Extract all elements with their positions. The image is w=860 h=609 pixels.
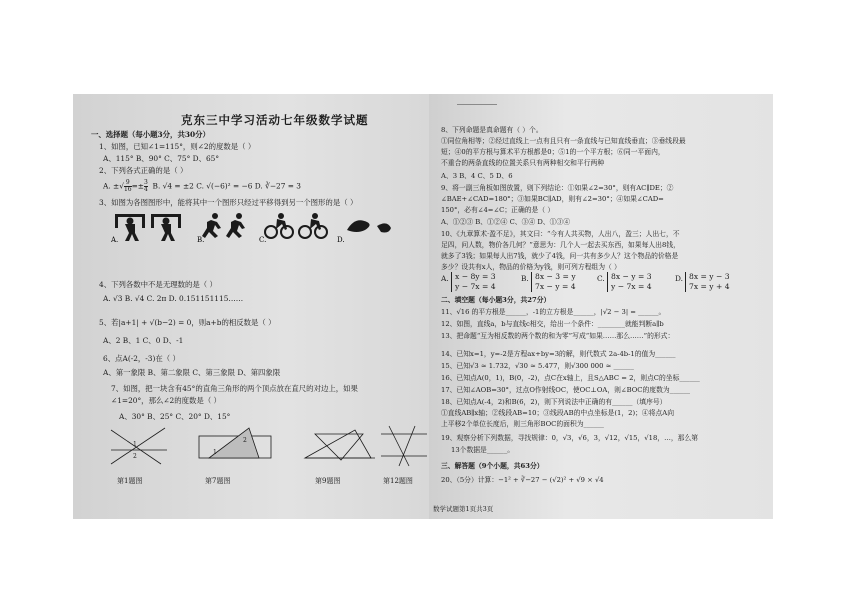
- q3-text: 3、如图为各图图形中，能将其中一个图形只经过平移得到另一个图形的是（ ）: [99, 198, 358, 207]
- q6-text: 6、点A(-2，-3)在（ ）: [103, 354, 180, 363]
- q5-text: 5、若|a+1| + √(b−2) = 0，则a+b的相反数是（ ）: [99, 318, 276, 327]
- q10-a-eq1: x − 8y = 3: [455, 272, 496, 281]
- q10-system-b: [531, 272, 576, 292]
- q5-options: A、2 B、1 C、0 D、-1: [103, 336, 184, 345]
- q7-text-1: 7、如图，把一块含有45°的直角三角形的两个顶点放在直尺的对边上，如果: [111, 384, 358, 393]
- q18-line-2: ①直线AB∥x轴；②线段AB=10；③线段AB的中点坐标是(1，2)；④将点A向: [441, 409, 675, 417]
- q20-text: 20、（5分）计算：−1² + ∛−27 − (√2)² + √9 × √4: [441, 476, 604, 484]
- q10-opt-a: A.: [441, 274, 449, 283]
- q2-a-prefix: A. ±: [103, 181, 120, 191]
- q10-line-2: 足四，问人数，物价各几何？”意思为：几个人一起去买东西，如果每人出8钱，: [441, 241, 680, 249]
- q10-system-a: [451, 272, 496, 292]
- q14-text: 14、已知x=1，y=-2是方程ax+by=3的解，则代数式 2a-4b-1的值为______: [441, 350, 676, 358]
- fig7-mark-1: 1: [213, 449, 217, 456]
- q3-opt-a: A.: [111, 236, 119, 244]
- q8-line-3: 不重合的两条直线的位置关系只有两种相交和平行两种: [441, 159, 605, 167]
- q2-a-rnum: 3: [143, 179, 148, 186]
- q16-text: 16、已知点A(0，1)，B(0，-2)，点C在x轴上，且S△ABC = 2，则点C的坐标______: [441, 374, 700, 382]
- q2-a-rden: 4: [143, 186, 148, 193]
- q19-line-2: 13个数据是______。: [451, 446, 515, 454]
- q18-line-3: 上平移2个单位长度后，则三角形BOC的面积为______: [441, 420, 604, 428]
- q2-rest: B. √4 = ±2 C. √(−6)² = −6 D. ∛−27 = 3: [152, 181, 302, 191]
- q10-line-4: 多少？设共有x人，物品的价格为y钱，则可列方程组为（ ）: [441, 263, 621, 271]
- q4-text: 4、下列各数中不是无理数的是（ ）: [99, 280, 217, 289]
- top-rule: [457, 104, 497, 105]
- q10-d-eq2: 7x = y + 4: [689, 282, 730, 291]
- q9-line-3: 150°，必有∠4=∠C；正确的是（ ）: [441, 206, 555, 214]
- q10-opt-c: C.: [597, 274, 605, 283]
- q10-system-d: [685, 272, 730, 292]
- q1-options: A、115° B、90° C、75° D、65°: [103, 154, 220, 163]
- q2-text: 2、下列各式正确的是（ ）: [99, 166, 188, 175]
- q9-line-1: 9、将一副三角板如图放置，则下列结论：①如果∠2=30°，则有AC∥DE；②: [441, 184, 674, 192]
- q10-c-eq1: 8x − y = 3: [611, 272, 652, 281]
- q9-options: A、①②③ B、①②④ C、③④ D、①③④: [441, 218, 570, 226]
- fig-label-12: 第12题图: [383, 477, 413, 485]
- figure-row: [109, 424, 429, 478]
- left-page: [73, 94, 429, 519]
- q10-line-1: 10、《九章算术·盈不足》，其文曰：“今有人共买物，人出八，盈三；人出七，不: [441, 230, 680, 238]
- q17-text: 17、已知∠AOB=30°，过点O作射线OC，使OC⊥OA，则∠BOC的度数为______: [441, 386, 691, 394]
- q7-text-2: ∠1=20°，那么∠2的度数是（ ）: [111, 396, 221, 405]
- q10-opt-d: D.: [675, 274, 684, 283]
- q2-a-rhs: =±: [131, 181, 144, 191]
- fig-label-7: 第7题图: [205, 477, 231, 485]
- section-fill: 二、填空题（每小题3分，共27分）: [441, 296, 551, 304]
- section-choice: 一、选择题（每小题3分，共30分）: [91, 130, 210, 139]
- q7-options: A、30° B、25° C、20° D、15°: [119, 412, 231, 421]
- q2-a-frac: [124, 180, 132, 193]
- figure-9: [305, 430, 375, 460]
- exam-sheet: [73, 94, 773, 519]
- fig1-mark-1: 1: [133, 441, 137, 448]
- q2-a-rfrac: [144, 180, 148, 193]
- fig7-mark-2: 2: [243, 437, 247, 444]
- q4-options: A. √3 B. √4 C. 2π D. 0.151151115……: [103, 294, 244, 303]
- q8-options: A、3 B、4 C、5 D、6: [441, 172, 513, 180]
- q2-options: A. ±√ $\frac{9}{16}$ =± $\frac{3}{4}$ B. √4 = ±2 C. √(−6)² = −6 D. ∛−27 = 3: [103, 179, 302, 193]
- q8-text: 8、下列命题是真命题有（ ）个。: [441, 126, 543, 134]
- q18-line-1: 18、已知点A(-4，2)和B(6，2)，则下列说法中正确的有______（填序号）: [441, 398, 667, 406]
- fig-label-1: 第1题图: [117, 477, 143, 485]
- q10-a-eq2: y − 7x = 4: [455, 282, 496, 291]
- q3-figures: [111, 208, 411, 248]
- q10-b-eq2: 7x − y = 4: [535, 282, 576, 291]
- q3-opt-d: D.: [337, 236, 345, 244]
- q11-text: 11、√16 的平方根是______，-1的立方根是______，|√2 − 3| = ______。: [441, 308, 666, 316]
- right-page: [429, 94, 773, 519]
- q10-c-eq2: y − 7x = 4: [611, 282, 652, 291]
- q8-line-1: ①同位角相等；②经过直线上一点有且只有一条直线与已知直线垂直；③垂线段最: [441, 137, 686, 145]
- section-solve: 三、解答题（9个小题，共63分）: [441, 462, 544, 470]
- q13-text: 13、把命题“互为相反数的两个数的和为零”写成“如果……那么……”的形式：: [441, 332, 675, 340]
- figure-7: [199, 428, 271, 458]
- exam-title: 克东三中学习活动七年级数学试题: [181, 113, 369, 127]
- q15-text: 15、已知√3 ≈ 1.732，√30 ≈ 5.477，则√300 000 ≈ ______: [441, 362, 634, 370]
- fig1-mark-2: 2: [133, 453, 137, 460]
- q12-text: 12、如图，直线a，b与直线c相交，给出一个条件：________就能判断a∥b: [441, 320, 664, 328]
- q9-line-2: ∠BAE+∠CAD=180°；③如果BC∥AD，则有∠2=30°；④如果∠CAD=: [441, 195, 664, 203]
- page-footer: 数学试题第1页共3页: [433, 505, 494, 513]
- q2-a-den: 16: [123, 186, 132, 193]
- q10-line-3: 就多了3钱；如果每人出7钱，就少了4钱，问一共有多少人？这个物品的价格是: [441, 252, 679, 260]
- q19-line-1: 19、观察分析下列数据，寻找规律：0，√3，√6，3，√12，√15，√18，…，那么第: [441, 434, 699, 442]
- q10-b-eq1: 8x − 3 = y: [535, 272, 576, 281]
- fig-label-9: 第9题图: [315, 477, 341, 485]
- q10-system-c: [607, 272, 652, 292]
- q10-d-eq1: 8x = y − 3: [689, 272, 730, 281]
- q8-line-2: 短；④0的平方根与算术平方根都是0；⑤1的一个平方根；⑥同一平面内，: [441, 148, 665, 156]
- figure-1: [111, 428, 167, 464]
- q3-opt-c: C.: [259, 236, 267, 244]
- q6-options: A、第一象限 B、第二象限 C、第三象限 D、第四象限: [103, 368, 281, 377]
- q2-a-num: 9: [125, 179, 130, 186]
- q10-opt-b: B.: [521, 274, 529, 283]
- q3-opt-b: B.: [197, 236, 205, 244]
- figure-12: [381, 426, 427, 466]
- q1-text: 1、如图，已知∠1=115°，则∠2的度数是（ ）: [99, 142, 256, 151]
